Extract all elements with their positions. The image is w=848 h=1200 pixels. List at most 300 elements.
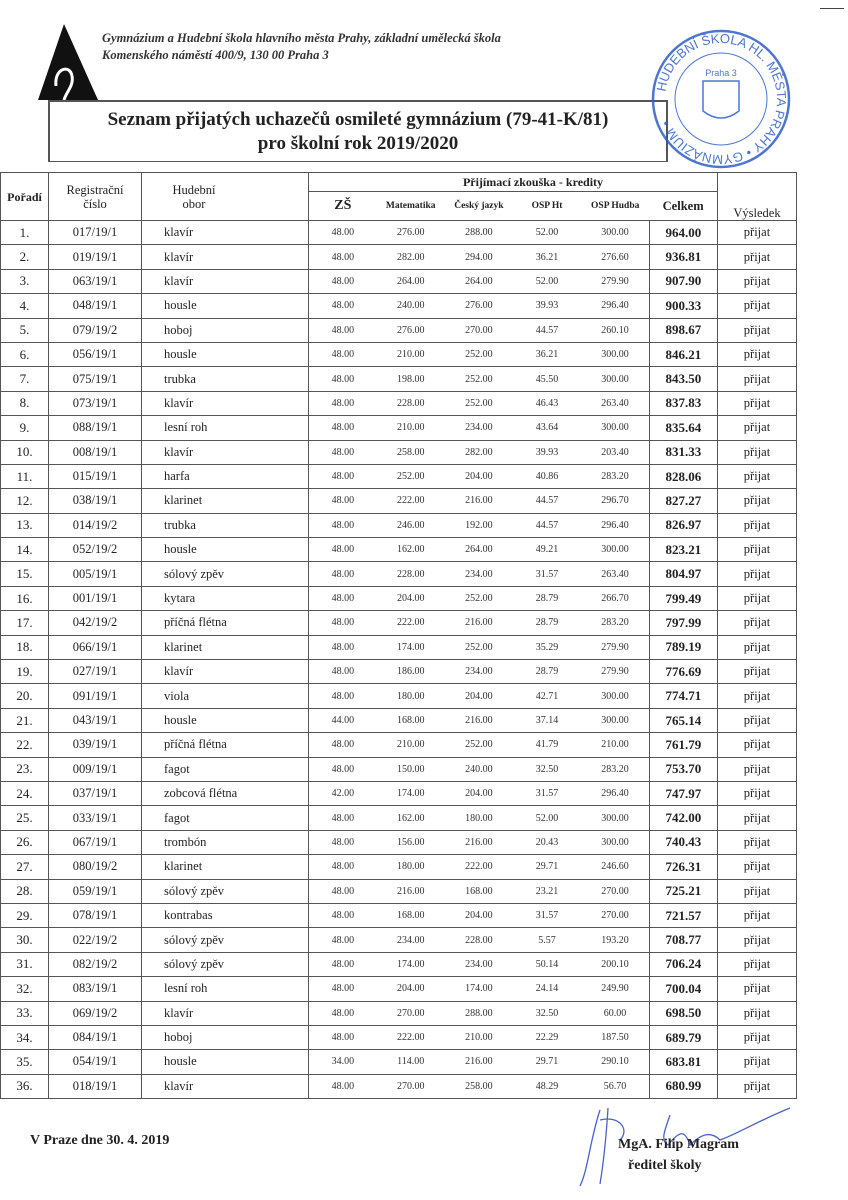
cell-field: lesní roh: [142, 977, 309, 1001]
cell-total: 708.77: [649, 928, 717, 952]
scan-edge-mark: [820, 8, 844, 9]
cell-total: 683.81: [649, 1050, 717, 1074]
cell-osp-ht: 42.71: [513, 684, 581, 708]
cell-field: sólový zpěv: [142, 952, 309, 976]
table-row: [1, 391, 797, 415]
cell-rank: 3.: [1, 269, 49, 293]
cell-zs: 48.00: [309, 269, 377, 293]
cell-czech: 204.00: [445, 903, 513, 927]
cell-osp-ht: 50.14: [513, 952, 581, 976]
cell-zs: 48.00: [309, 977, 377, 1001]
col-group-exam-credits: Přijímací zkouška - kredity: [309, 173, 718, 192]
table-row: [1, 977, 797, 1001]
cell-osp-music: 283.20: [581, 757, 649, 781]
cell-zs: 42.00: [309, 781, 377, 805]
cell-result: přijat: [718, 708, 797, 732]
table-row: [1, 806, 797, 830]
cell-osp-ht: 5.57: [513, 928, 581, 952]
table-row: [1, 1074, 797, 1098]
cell-zs: 48.00: [309, 513, 377, 537]
cell-osp-music: 210.00: [581, 733, 649, 757]
table-row: [1, 294, 797, 318]
cell-total: 721.57: [649, 903, 717, 927]
cell-math: 180.00: [377, 684, 445, 708]
cell-field: trubka: [142, 513, 309, 537]
cell-czech: 252.00: [445, 635, 513, 659]
cell-registration: 082/19/2: [49, 952, 142, 976]
cell-zs: 48.00: [309, 464, 377, 488]
cell-registration: 038/19/1: [49, 489, 142, 513]
cell-registration: 075/19/1: [49, 367, 142, 391]
table-row: [1, 660, 797, 684]
cell-zs: 44.00: [309, 708, 377, 732]
cell-registration: 059/19/1: [49, 879, 142, 903]
table-row: [1, 611, 797, 635]
cell-result: přijat: [718, 416, 797, 440]
cell-total: 846.21: [649, 342, 717, 366]
table-row: [1, 684, 797, 708]
cell-zs: 48.00: [309, 245, 377, 269]
cell-zs: 48.00: [309, 294, 377, 318]
cell-total: 823.21: [649, 538, 717, 562]
cell-osp-music: 203.40: [581, 440, 649, 464]
cell-rank: 17.: [1, 611, 49, 635]
cell-osp-music: 300.00: [581, 367, 649, 391]
cell-result: přijat: [718, 879, 797, 903]
cell-math: 210.00: [377, 416, 445, 440]
table-row: [1, 416, 797, 440]
cell-registration: 001/19/1: [49, 586, 142, 610]
cell-czech: 294.00: [445, 245, 513, 269]
cell-total: 753.70: [649, 757, 717, 781]
cell-osp-ht: 49.21: [513, 538, 581, 562]
cell-registration: 027/19/1: [49, 660, 142, 684]
cell-field: klavír: [142, 245, 309, 269]
cell-result: přijat: [718, 635, 797, 659]
table-row: [1, 269, 797, 293]
cell-result: přijat: [718, 855, 797, 879]
cell-osp-music: 193.20: [581, 928, 649, 952]
table-row: [1, 245, 797, 269]
cell-result: přijat: [718, 489, 797, 513]
cell-math: 264.00: [377, 269, 445, 293]
cell-rank: 36.: [1, 1074, 49, 1098]
cell-math: 114.00: [377, 1050, 445, 1074]
cell-registration: 014/19/2: [49, 513, 142, 537]
table-row: [1, 757, 797, 781]
cell-zs: 48.00: [309, 440, 377, 464]
cell-field: zobcová flétna: [142, 781, 309, 805]
cell-total: 789.19: [649, 635, 717, 659]
cell-rank: 20.: [1, 684, 49, 708]
cell-result: přijat: [718, 538, 797, 562]
cell-rank: 6.: [1, 342, 49, 366]
cell-result: přijat: [718, 245, 797, 269]
cell-osp-music: 283.20: [581, 464, 649, 488]
table-row: [1, 513, 797, 537]
cell-registration: 063/19/1: [49, 269, 142, 293]
cell-math: 234.00: [377, 928, 445, 952]
cell-total: 898.67: [649, 318, 717, 342]
cell-registration: 005/19/1: [49, 562, 142, 586]
cell-math: 210.00: [377, 733, 445, 757]
cell-total: 936.81: [649, 245, 717, 269]
cell-zs: 48.00: [309, 928, 377, 952]
cell-result: přijat: [718, 1025, 797, 1049]
cell-czech: 216.00: [445, 611, 513, 635]
cell-osp-music: 263.40: [581, 391, 649, 415]
cell-math: 228.00: [377, 562, 445, 586]
cell-zs: 48.00: [309, 660, 377, 684]
table-row: [1, 830, 797, 854]
cell-zs: 48.00: [309, 952, 377, 976]
cell-zs: 48.00: [309, 879, 377, 903]
cell-zs: 48.00: [309, 367, 377, 391]
cell-math: 198.00: [377, 367, 445, 391]
cell-total: 680.99: [649, 1074, 717, 1098]
cell-registration: 039/19/1: [49, 733, 142, 757]
cell-field: klavír: [142, 440, 309, 464]
cell-rank: 8.: [1, 391, 49, 415]
cell-osp-music: 300.00: [581, 830, 649, 854]
cell-field: klarinet: [142, 489, 309, 513]
col-rank: Pořadí: [1, 173, 49, 221]
cell-registration: 033/19/1: [49, 806, 142, 830]
cell-osp-music: 270.00: [581, 879, 649, 903]
cell-registration: 073/19/1: [49, 391, 142, 415]
school-stamp: [648, 26, 794, 172]
cell-osp-ht: 20.43: [513, 830, 581, 854]
cell-field: trubka: [142, 367, 309, 391]
cell-rank: 1.: [1, 221, 49, 245]
cell-result: přijat: [718, 513, 797, 537]
cell-math: 276.00: [377, 318, 445, 342]
cell-czech: 264.00: [445, 269, 513, 293]
cell-czech: 252.00: [445, 586, 513, 610]
cell-osp-music: 187.50: [581, 1025, 649, 1049]
cell-registration: 043/19/1: [49, 708, 142, 732]
cell-osp-music: 290.10: [581, 1050, 649, 1074]
cell-field: sólový zpěv: [142, 562, 309, 586]
cell-math: 162.00: [377, 538, 445, 562]
cell-osp-ht: 31.57: [513, 781, 581, 805]
cell-total: 827.27: [649, 489, 717, 513]
cell-rank: 30.: [1, 928, 49, 952]
cell-total: 843.50: [649, 367, 717, 391]
cell-zs: 48.00: [309, 538, 377, 562]
cell-osp-ht: 28.79: [513, 660, 581, 684]
cell-osp-music: 263.40: [581, 562, 649, 586]
cell-rank: 24.: [1, 781, 49, 805]
cell-field: příčná flétna: [142, 611, 309, 635]
cell-result: přijat: [718, 562, 797, 586]
cell-rank: 34.: [1, 1025, 49, 1049]
col-registration: [49, 173, 142, 221]
cell-result: přijat: [718, 269, 797, 293]
cell-total: 725.21: [649, 879, 717, 903]
cell-osp-ht: 31.57: [513, 562, 581, 586]
cell-rank: 35.: [1, 1050, 49, 1074]
cell-czech: 204.00: [445, 781, 513, 805]
cell-total: 776.69: [649, 660, 717, 684]
cell-osp-ht: 46.43: [513, 391, 581, 415]
cell-field: klavír: [142, 221, 309, 245]
cell-rank: 16.: [1, 586, 49, 610]
cell-registration: 037/19/1: [49, 781, 142, 805]
cell-result: přijat: [718, 391, 797, 415]
cell-osp-music: 300.00: [581, 416, 649, 440]
cell-osp-music: 300.00: [581, 806, 649, 830]
cell-osp-music: 279.90: [581, 269, 649, 293]
cell-math: 246.00: [377, 513, 445, 537]
table-row: [1, 342, 797, 366]
cell-math: 174.00: [377, 781, 445, 805]
cell-total: 742.00: [649, 806, 717, 830]
table-row: [1, 318, 797, 342]
school-address: Komenského náměstí 400/9, 130 00 Praha 3: [102, 48, 329, 62]
table-row: [1, 1050, 797, 1074]
cell-osp-music: 56.70: [581, 1074, 649, 1098]
cell-math: 258.00: [377, 440, 445, 464]
cell-czech: 252.00: [445, 367, 513, 391]
cell-field: lesní roh: [142, 416, 309, 440]
cell-result: přijat: [718, 806, 797, 830]
cell-result: přijat: [718, 684, 797, 708]
cell-field: klavír: [142, 269, 309, 293]
cell-osp-music: 266.70: [581, 586, 649, 610]
cell-czech: 234.00: [445, 416, 513, 440]
cell-osp-music: 300.00: [581, 342, 649, 366]
cell-field: housle: [142, 1050, 309, 1074]
cell-registration: 084/19/1: [49, 1025, 142, 1049]
cell-zs: 48.00: [309, 1074, 377, 1098]
cell-osp-music: 283.20: [581, 611, 649, 635]
cell-osp-ht: 44.57: [513, 489, 581, 513]
cell-math: 222.00: [377, 489, 445, 513]
cell-registration: 080/19/2: [49, 855, 142, 879]
cell-zs: 48.00: [309, 1025, 377, 1049]
cell-registration: 069/19/2: [49, 1001, 142, 1025]
cell-czech: 234.00: [445, 660, 513, 684]
cell-result: přijat: [718, 952, 797, 976]
cell-math: 222.00: [377, 611, 445, 635]
cell-result: přijat: [718, 221, 797, 245]
cell-czech: 222.00: [445, 855, 513, 879]
table-row: [1, 440, 797, 464]
cell-field: klavír: [142, 391, 309, 415]
cell-total: 747.97: [649, 781, 717, 805]
cell-rank: 7.: [1, 367, 49, 391]
cell-osp-ht: 41.79: [513, 733, 581, 757]
cell-total: 964.00: [649, 221, 717, 245]
cell-osp-ht: 32.50: [513, 1001, 581, 1025]
cell-math: 210.00: [377, 342, 445, 366]
cell-total: 706.24: [649, 952, 717, 976]
cell-result: přijat: [718, 1001, 797, 1025]
cell-czech: 276.00: [445, 294, 513, 318]
table-row: [1, 221, 797, 245]
cell-registration: 088/19/1: [49, 416, 142, 440]
cell-osp-music: 279.90: [581, 660, 649, 684]
col-result: [718, 173, 797, 221]
cell-rank: 5.: [1, 318, 49, 342]
cell-czech: 252.00: [445, 342, 513, 366]
cell-rank: 33.: [1, 1001, 49, 1025]
cell-osp-ht: 43.64: [513, 416, 581, 440]
cell-total: 765.14: [649, 708, 717, 732]
col-total: Celkem: [649, 192, 717, 221]
cell-result: přijat: [718, 464, 797, 488]
cell-rank: 12.: [1, 489, 49, 513]
cell-registration: 083/19/1: [49, 977, 142, 1001]
cell-rank: 2.: [1, 245, 49, 269]
cell-osp-ht: 36.21: [513, 342, 581, 366]
cell-zs: 48.00: [309, 684, 377, 708]
col-registration-label: Registrační číslo: [66, 182, 124, 211]
cell-czech: 270.00: [445, 318, 513, 342]
cell-registration: 015/19/1: [49, 464, 142, 488]
cell-total: 907.90: [649, 269, 717, 293]
cell-czech: 234.00: [445, 952, 513, 976]
cell-math: 156.00: [377, 830, 445, 854]
cell-osp-ht: 23.21: [513, 879, 581, 903]
cell-field: klavír: [142, 660, 309, 684]
cell-result: přijat: [718, 757, 797, 781]
table-row: [1, 952, 797, 976]
signatory-name: MgA. Filip Magram: [618, 1137, 739, 1152]
cell-osp-music: 296.40: [581, 294, 649, 318]
cell-total: 900.33: [649, 294, 717, 318]
col-zs: ZŠ: [309, 192, 377, 221]
cell-rank: 15.: [1, 562, 49, 586]
cell-registration: 079/19/2: [49, 318, 142, 342]
cell-total: 826.97: [649, 513, 717, 537]
cell-czech: 192.00: [445, 513, 513, 537]
cell-rank: 10.: [1, 440, 49, 464]
cell-osp-music: 279.90: [581, 635, 649, 659]
cell-osp-ht: 36.21: [513, 245, 581, 269]
cell-czech: 228.00: [445, 928, 513, 952]
cell-total: 797.99: [649, 611, 717, 635]
cell-czech: 282.00: [445, 440, 513, 464]
cell-result: přijat: [718, 977, 797, 1001]
cell-registration: 052/19/2: [49, 538, 142, 562]
cell-osp-music: 296.40: [581, 781, 649, 805]
cell-math: 168.00: [377, 708, 445, 732]
cell-rank: 19.: [1, 660, 49, 684]
table-row: [1, 879, 797, 903]
cell-total: 831.33: [649, 440, 717, 464]
table-body: [1, 221, 797, 1099]
cell-registration: 008/19/1: [49, 440, 142, 464]
cell-registration: 042/19/2: [49, 611, 142, 635]
cell-osp-ht: 44.57: [513, 318, 581, 342]
cell-math: 222.00: [377, 1025, 445, 1049]
table-row: [1, 562, 797, 586]
school-name: Gymnázium a Hudební škola hlavního města Prahy, základní umělecká škola: [102, 31, 501, 45]
cell-result: přijat: [718, 830, 797, 854]
cell-total: 700.04: [649, 977, 717, 1001]
cell-registration: 019/19/1: [49, 245, 142, 269]
cell-czech: 240.00: [445, 757, 513, 781]
cell-math: 180.00: [377, 855, 445, 879]
cell-czech: 180.00: [445, 806, 513, 830]
cell-math: 216.00: [377, 879, 445, 903]
cell-zs: 48.00: [309, 221, 377, 245]
cell-czech: 258.00: [445, 1074, 513, 1098]
cell-math: 204.00: [377, 586, 445, 610]
col-czech: Český jazyk: [445, 192, 513, 221]
col-field: [142, 173, 309, 221]
cell-osp-ht: 48.29: [513, 1074, 581, 1098]
table-row: [1, 489, 797, 513]
cell-math: 168.00: [377, 903, 445, 927]
cell-osp-music: 276.60: [581, 245, 649, 269]
cell-osp-ht: 39.93: [513, 294, 581, 318]
cell-rank: 22.: [1, 733, 49, 757]
cell-czech: 288.00: [445, 1001, 513, 1025]
cell-field: sólový zpěv: [142, 879, 309, 903]
cell-field: kontrabas: [142, 903, 309, 927]
cell-field: klarinet: [142, 635, 309, 659]
cell-field: housle: [142, 342, 309, 366]
cell-osp-ht: 45.50: [513, 367, 581, 391]
cell-rank: 26.: [1, 830, 49, 854]
table-row: [1, 733, 797, 757]
cell-czech: 216.00: [445, 1050, 513, 1074]
cell-czech: 252.00: [445, 733, 513, 757]
admitted-applicants-table: [0, 172, 797, 1099]
cell-result: přijat: [718, 611, 797, 635]
cell-result: přijat: [718, 781, 797, 805]
cell-osp-ht: 32.50: [513, 757, 581, 781]
cell-field: klavír: [142, 1074, 309, 1098]
cell-osp-ht: 31.57: [513, 903, 581, 927]
cell-czech: 174.00: [445, 977, 513, 1001]
cell-field: fagot: [142, 806, 309, 830]
cell-total: 726.31: [649, 855, 717, 879]
cell-zs: 48.00: [309, 391, 377, 415]
cell-zs: 48.00: [309, 318, 377, 342]
cell-czech: 216.00: [445, 489, 513, 513]
cell-result: přijat: [718, 294, 797, 318]
cell-field: klarinet: [142, 855, 309, 879]
cell-czech: 252.00: [445, 391, 513, 415]
table-row: [1, 708, 797, 732]
cell-total: 837.83: [649, 391, 717, 415]
school-header: [102, 30, 501, 64]
cell-result: přijat: [718, 1050, 797, 1074]
cell-zs: 48.00: [309, 635, 377, 659]
table-header-row: [1, 173, 797, 192]
cell-osp-ht: 29.71: [513, 855, 581, 879]
cell-field: kytara: [142, 586, 309, 610]
cell-osp-ht: 35.29: [513, 635, 581, 659]
table-row: [1, 781, 797, 805]
cell-result: přijat: [718, 367, 797, 391]
cell-zs: 48.00: [309, 611, 377, 635]
table-row: [1, 928, 797, 952]
cell-result: přijat: [718, 1074, 797, 1098]
cell-osp-music: 60.00: [581, 1001, 649, 1025]
cell-czech: 204.00: [445, 684, 513, 708]
cell-rank: 27.: [1, 855, 49, 879]
cell-rank: 18.: [1, 635, 49, 659]
table-row: [1, 538, 797, 562]
cell-total: 740.43: [649, 830, 717, 854]
cell-czech: 204.00: [445, 464, 513, 488]
cell-total: 761.79: [649, 733, 717, 757]
